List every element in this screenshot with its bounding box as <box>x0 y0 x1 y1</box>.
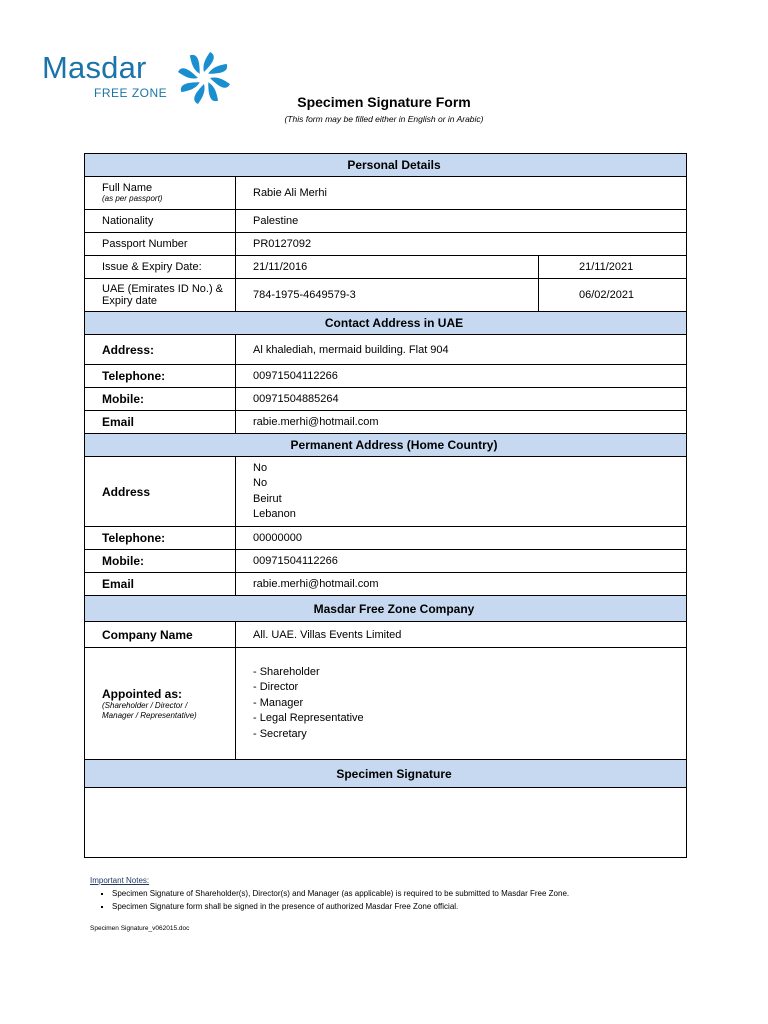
uae-email-label: Email <box>85 411 236 434</box>
passport-label: Passport Number <box>85 233 236 256</box>
section-personal-details <box>85 154 687 177</box>
role-item: - Shareholder <box>253 665 320 678</box>
row-home-address <box>85 457 687 527</box>
appointed-roles <box>236 648 687 760</box>
section-header: Specimen Signature <box>85 760 687 788</box>
signature-box[interactable] <box>85 788 687 858</box>
emirates-expiry-value: 06/02/2021 <box>539 279 687 312</box>
section-header: Contact Address in UAE <box>85 312 687 335</box>
section-header: Masdar Free Zone Company <box>85 596 687 622</box>
section-header: Permanent Address (Home Country) <box>85 434 687 457</box>
home-address-line: No <box>253 461 268 474</box>
issue-date-value: 21/11/2016 <box>236 256 539 279</box>
note-item: ▪ Specimen Signature form shall be signed in the presence of authorized Masdar Free Zone official. <box>112 900 569 913</box>
appointed-note: Manager / Representative) <box>102 710 197 720</box>
passport-value: PR0127092 <box>236 233 687 256</box>
full-name-label: Full Name (as per passport) <box>85 177 236 210</box>
issue-expiry-label: Issue & Expiry Date: <box>85 256 236 279</box>
row-uae-mobile <box>85 388 687 411</box>
role-item: - Legal Representative <box>253 712 364 725</box>
home-email-value: rabie.merhi@hotmail.com <box>236 573 687 596</box>
home-telephone-value: 00000000 <box>236 527 687 550</box>
logo-subtitle: FREE ZONE <box>94 86 168 100</box>
home-address-value <box>236 457 687 527</box>
form-title: Specimen Signature Form <box>297 94 471 110</box>
home-mobile-value: 00971504112266 <box>236 550 687 573</box>
row-issue-expiry <box>85 256 687 279</box>
row-company-name <box>85 622 687 648</box>
home-mobile-label: Mobile: <box>85 550 236 573</box>
row-passport <box>85 233 687 256</box>
row-uae-telephone <box>85 365 687 388</box>
home-address-line: Beirut <box>253 492 282 505</box>
uae-telephone-value: 00971504112266 <box>236 365 687 388</box>
note-item: ▪ Specimen Signature of Shareholder(s), Director(s) and Manager (as applicable) is required to be submitted to Masdar Free Zone. <box>112 887 569 900</box>
emirates-id-label: UAE (Emirates ID No.) & Expiry date <box>85 279 236 312</box>
appointed-as-label: Appointed as: (Shareholder / Director / Manager / Representative) <box>85 648 236 760</box>
appointed-note: (Shareholder / Director / <box>102 700 188 710</box>
section-permanent-address <box>85 434 687 457</box>
role-item: - Director <box>253 681 299 694</box>
full-name-note: (as per passport) <box>102 194 163 203</box>
row-signature-area <box>85 788 687 858</box>
uae-email-value: rabie.merhi@hotmail.com <box>236 411 687 434</box>
notes-heading: Important Notes: <box>90 876 150 885</box>
uae-address-value: Al khalediah, mermaid building. Flat 904 <box>236 335 687 365</box>
role-item: - Secretary <box>253 727 307 740</box>
row-appointed-as <box>85 648 687 760</box>
home-telephone-label: Telephone: <box>85 527 236 550</box>
uae-telephone-label: Telephone: <box>85 365 236 388</box>
home-address-line: No <box>253 477 268 489</box>
row-home-mobile <box>85 550 687 573</box>
row-uae-address <box>85 335 687 365</box>
uae-address-label: Address: <box>85 335 236 365</box>
row-emirates-id <box>85 279 687 312</box>
nationality-value: Palestine <box>236 210 687 233</box>
row-full-name <box>85 177 687 210</box>
row-nationality <box>85 210 687 233</box>
home-address-label: Address <box>85 457 236 527</box>
section-header: Personal Details <box>85 154 687 177</box>
role-item: - Manager <box>253 696 304 709</box>
specimen-form-table <box>84 153 687 858</box>
uae-mobile-value: 00971504885264 <box>236 388 687 411</box>
section-specimen-signature <box>85 760 687 788</box>
full-name-value: Rabie Ali Merhi <box>236 177 687 210</box>
section-company <box>85 596 687 622</box>
section-contact-address <box>85 312 687 335</box>
company-name-label: Company Name <box>85 622 236 648</box>
nationality-label: Nationality <box>85 210 236 233</box>
row-home-email <box>85 573 687 596</box>
important-notes <box>90 876 569 913</box>
uae-mobile-label: Mobile: <box>85 388 236 411</box>
emirates-id-value: 784-1975-4649579-3 <box>236 279 539 312</box>
row-uae-email <box>85 411 687 434</box>
document-footer: Specimen Signature_v062015.doc <box>90 925 190 932</box>
home-email-label: Email <box>85 573 236 596</box>
home-address-line: Lebanon <box>253 508 296 520</box>
row-home-telephone <box>85 527 687 550</box>
company-name-value: All. UAE. Villas Events Limited <box>236 622 687 648</box>
expiry-date-value: 21/11/2021 <box>539 256 687 279</box>
form-subtitle: (This form may be filled either in English or in Arabic) <box>284 114 484 124</box>
logo-wordmark: Masdar <box>42 50 147 85</box>
